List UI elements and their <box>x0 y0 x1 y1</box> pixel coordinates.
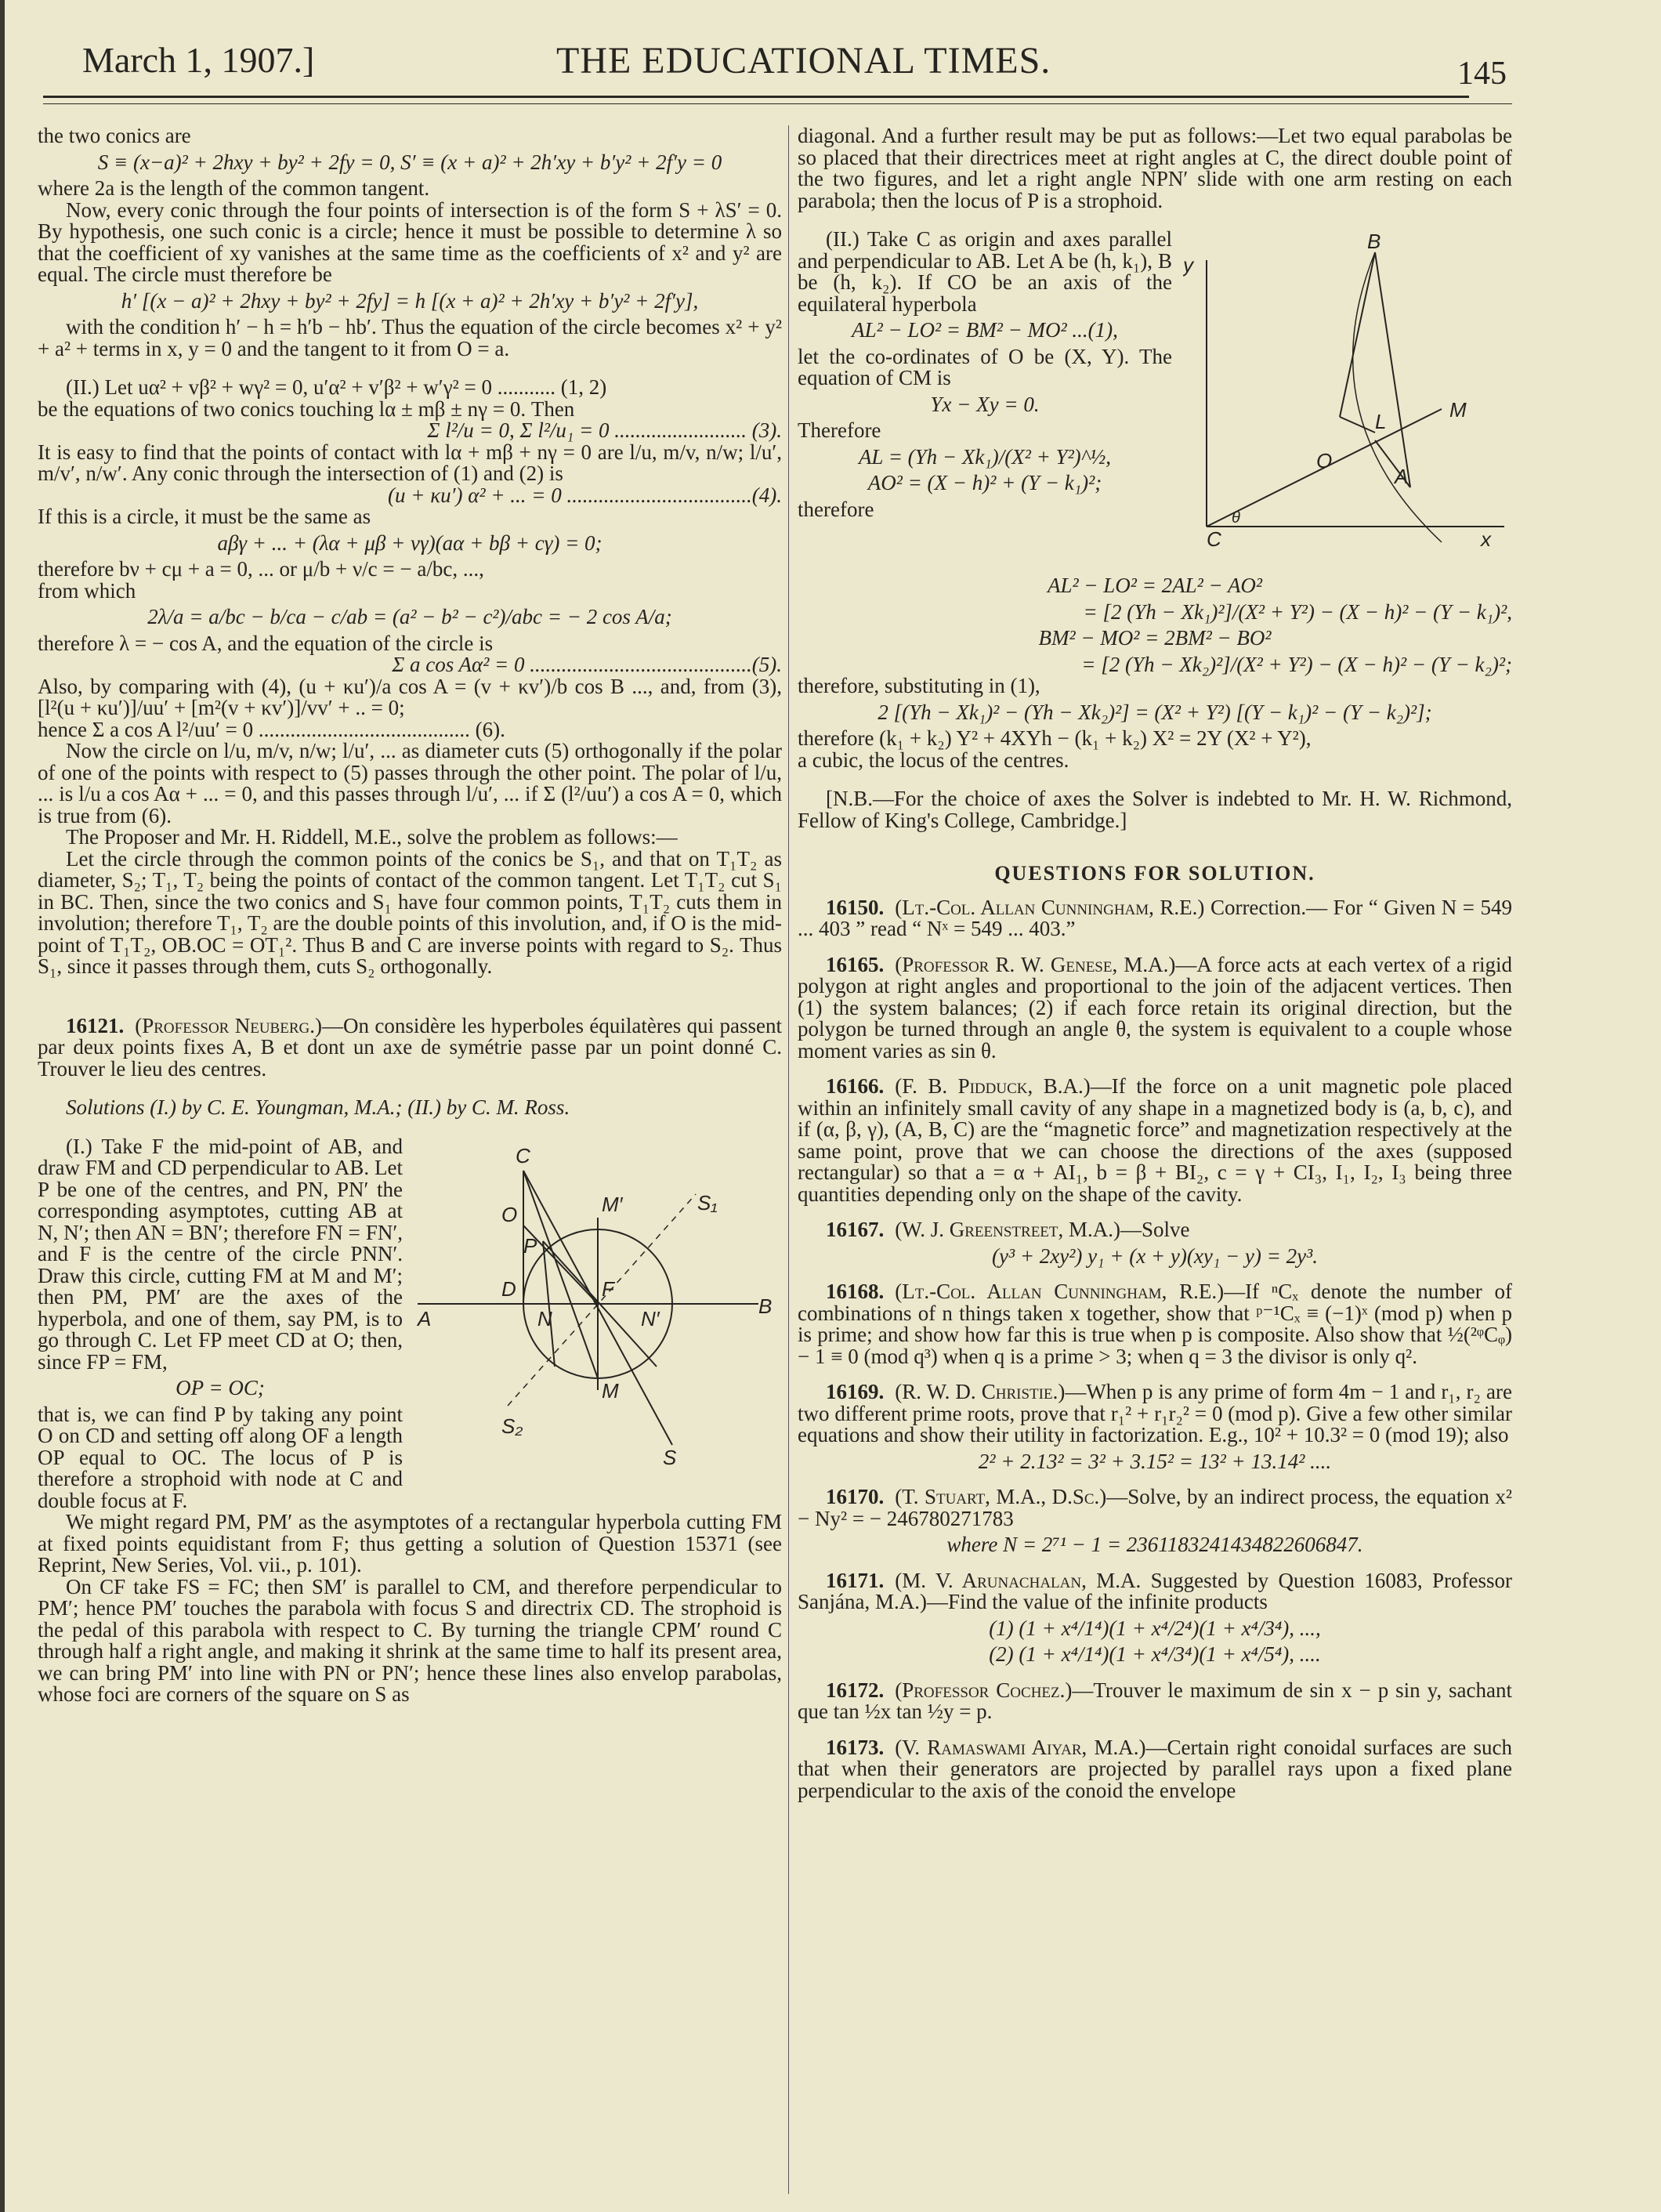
text: If this is a circle, it must be the same as <box>38 505 371 528</box>
text: therefore bν + cμ + a = 0, ... or μ/b + ν/c = − a/bc, ..., <box>38 557 484 581</box>
question-number: 16169. <box>826 1380 885 1403</box>
question-equation: 2² + 2.13² = 3² + 3.15² = 13² + 13.14² .... <box>978 1449 1332 1473</box>
label-M-prime: M′ <box>602 1192 623 1216</box>
paragraph: [N.B.—For the choice of axes the Solver is indebted to Mr. H. W. Richmond, Fellow of King's College, Cambridge.] <box>798 787 1512 832</box>
figure-strophoid-diagram <box>414 1139 782 1468</box>
equation: Σ l²/u = 0, Σ l²/u₁ = 0 ......................... (3). <box>427 418 782 442</box>
question-item <box>798 1076 1512 1205</box>
equation: AO² = (X − h)² + (Y − k₁)²; <box>867 471 1102 494</box>
question-number: 16172. <box>826 1678 885 1702</box>
label-S2: S₂ <box>501 1414 523 1438</box>
equation: Σ a cos Aα² = 0 ..........................................(5). <box>392 653 782 676</box>
paragraph: Also, by comparing with (4), (u + κu′)/a cos A = (v + κv′)/b cos B ..., and, from (3), [l²(u + κu′)]/uu′ + [m²(v + κv′)]/vv′ + .. = 0; <box>38 674 782 719</box>
label-S: S <box>663 1445 677 1468</box>
question-item <box>798 1680 1512 1723</box>
question-number: 16167. <box>826 1218 885 1241</box>
question-equation: (y³ + 2xy²) y₁ + (x + y)(xy₁ − y) = 2y³. <box>992 1244 1318 1268</box>
equation: OP = OC; <box>176 1376 265 1399</box>
text: therefore <box>798 497 874 521</box>
equation: (u + κu′) α² + ... = 0 ...................................(4). <box>387 483 782 507</box>
label-P: P <box>523 1233 537 1258</box>
label-C: C <box>1207 527 1221 551</box>
paragraph: We might regard PM, PM′ as the asymptotes of a rectangular hyperbola cutting FM at fixed points equidistant from F; thus getting a solution of Question 15371 (see Reprint, New Series, Vol. vii., p. 101). <box>38 1510 782 1577</box>
paragraph: The Proposer and Mr. H. Riddell, M.E., solve the problem as follows:— <box>66 825 678 849</box>
question-body: —Solve <box>1120 1218 1190 1241</box>
question-body: —If ⁿCₓ denote the number of combinations of n things taken x together, show that ᵖ⁻¹Cₓ ≡ (−1)ˣ (mod p) when p is prime; and show how far this is true when p is composite. Also show that ½(²ᵠCᵩ) − 1 ≡ 0 (mod q³) when q is a prime > 3; when q = 3 the divisor is only q². <box>798 1280 1512 1368</box>
paragraph: diagonal. And a further result may be put as follows:—Let two equal parabolas be so placed that their directrices meet at right angles at C, the direct double point of the two figures, and let a right angle NPN′ slide with one arm resting on each parabola; then the locus of P is a strophoid. <box>798 124 1512 212</box>
label-M: M <box>602 1378 619 1403</box>
equation: Yx − Xy = 0. <box>930 392 1040 416</box>
question-body: —On considère les hyperboles équilatères qui passent par deux points fixes A, B et dont un axe de symétrie passe par un point donné C. Trouver le lieu des centres. <box>38 1013 782 1081</box>
paragraph: On CF take FS = FC; then SM′ is parallel to CM, and therefore perpendicular to PM′; hence PM′ touches the parabola with focus S and directrix CD. The strophoid is the pedal of this parabola with respect to C. By turning the triangle CPM′ round C through half a right angle, and making it shrink at the same time to half its present area, we can bring PM′ into line with PN or PN′; hence these lines also envelop parabolas, whose foci are corners of the square on S as <box>38 1574 782 1706</box>
question-text <box>798 1076 1512 1205</box>
question-text <box>798 954 1512 1063</box>
page-spine-edge <box>0 0 5 2212</box>
paragraph: (II.) Take C as origin and axes parallel and perpendicular to AB. Let A be (h, k₁), B be (h, k₂). If CO be an axis of the equilateral hyperbola <box>798 227 1172 316</box>
text: let the co-ordinates of O be (X, Y). The equation of CM is <box>798 344 1172 389</box>
question-item <box>798 1570 1512 1666</box>
question-body: Suggested by Question 16083, Professor Sanjána, M.A.)—Find the value of the infinite products <box>798 1568 1513 1613</box>
label-y: y <box>1183 253 1193 277</box>
question-text <box>798 1381 1512 1446</box>
equation: 2λ/a = a/bc − b/ca − c/ab = (a² − b² − c²)/abc = − 2 cos A/a; <box>147 605 672 628</box>
equation: 2 [(Yh − Xk₁)² − (Yh − Xk₂)²] = (X² + Y²) [(Y − k₁)² − (Y − k₂)²]; <box>878 700 1432 724</box>
text: from which <box>38 578 136 603</box>
header-rule-thin <box>43 103 1512 104</box>
text: where 2a is the length of the common tangent. <box>38 176 430 200</box>
figure-axes-diagram <box>1183 229 1512 566</box>
paragraph: (I.) Take F the mid-point of AB, and draw FM and CD perpendicular to AB. Let P be one of the centres, and PN, PN′ the corresponding asymptotes, cutting AB at N, N′; then AN = BN′; therefore FN = FN′, and F is the centre of the circle PNN′. Draw this circle, cutting FM at M and M′; then PM, PM′ are the axes of the hyperbola, and one of them, say PM, is to go through C. Let FP meet CD at O; then, since FP = FM, <box>38 1134 403 1374</box>
question-body: Correction.— For “ Given N = 549 ... 403 ” read “ Nˣ = 549 ... 403.” <box>798 895 1512 940</box>
equation: BM² − MO² = 2BM² − BO² <box>1038 626 1272 650</box>
question-body: —A force acts at each vertex of a rigid polygon at right angles and proportional to the join of the adjacent vertices. Then (1) the system balances; (2) if each force retain its original direction, but the polygon be turned through an angle θ, the system is equivalent to a couple whose moment varies as sin θ. <box>798 952 1512 1063</box>
question-number: 16173. <box>826 1735 885 1759</box>
equation: AL² − LO² = 2AL² − AO² <box>1047 574 1263 597</box>
section-heading: QUESTIONS FOR SOLUTION. <box>994 862 1315 885</box>
label-D: D <box>501 1276 516 1301</box>
label-C: C <box>516 1143 530 1168</box>
question-item <box>798 1219 1512 1267</box>
question-author: (Professor Neuberg.) <box>135 1013 322 1037</box>
equation: aβγ + ... + (λα + μβ + νγ)(aα + bβ + cγ) = 0; <box>217 530 603 555</box>
question-item <box>798 1737 1512 1802</box>
question-number: 16168. <box>826 1280 885 1303</box>
question-item <box>798 1281 1512 1367</box>
question-author: (R. W. D. Christie.) <box>895 1380 1066 1403</box>
label-F: F <box>602 1276 614 1301</box>
question-number: 16170. <box>826 1485 885 1508</box>
question-body: —Solve, by an indirect process, the equation x² − Ny² = − 246780271783 <box>798 1485 1512 1530</box>
text: be the equations of two conics touching lα ± mβ ± nγ = 0. Then <box>38 396 575 421</box>
paragraph: Let the circle through the common points of the conics be S₁, and that on T₁T₂ as diameter, S₂; T₁, T₂ being the points of contact of the common tangent. Let T₁T₂ cut S₁ in BC. Then, since the two conics and S₁ have four common points, T₁T₂ cuts them in involution; therefore T₁, T₂ are the double points of this involution, and, if O is the mid-point of T₁T₂, OB.OC = OT₁². Thus B and C are inverse points with regard to S₂. Thus S₁, since it passes through them, cuts S₂ orthogonally. <box>38 846 782 978</box>
label-x: x <box>1481 527 1491 551</box>
paragraph: (II.) Let uα² + vβ² + wγ² = 0, u′α² + v′β² + w′γ² = 0 ........... (1, 2) <box>66 375 607 399</box>
question-text <box>798 1219 1512 1241</box>
question-item <box>798 1381 1512 1472</box>
strophoid-figure <box>414 1139 782 1468</box>
question-author: (T. Stuart, M.A., D.Sc.) <box>895 1485 1107 1508</box>
text: hence Σ a cos A l²/uu′ = 0 ........................................ (6). <box>38 717 505 741</box>
label-L: L <box>1375 410 1387 433</box>
question-author: (Lt.-Col. Allan Cunningham, R.E.) <box>895 895 1205 919</box>
issue-date: March 1, 1907.] <box>82 40 315 80</box>
label-O: O <box>1316 449 1333 472</box>
text: the two conics are <box>38 124 191 147</box>
equation: = [2 (Yh − Xk₁)²]/(X² + Y²) − (X − h)² − (Y − k₁)², <box>1083 599 1512 624</box>
text: therefore λ = − cos A, and the equation of the circle is <box>38 631 494 655</box>
paragraph: Now the circle on l/u, m/v, n/w; l/u′, ... as diameter cuts (5) orthogonally if the polar of one of the points with respect to (5) passes through the other point. The polar of l/u, ... is l/u a cos Aα + ... = 0, and this passes through l/u′, ... if Σ (l²/uu′) a cos A = 0, which is true from (6). <box>38 739 782 827</box>
left-column <box>38 125 782 1706</box>
equation: = [2 (Yh − Xk₂)²]/(X² + Y²) − (X − h)² − (Y − k₂)²; <box>1081 652 1512 676</box>
journal-title: THE EDUCATIONAL TIMES. <box>556 40 1051 81</box>
question-body: —Certain right conoidal surfaces are such that when their generators are projected by parallel rays upon a fixed plane perpendicular to the axis of the conoid the envelope <box>798 1735 1512 1802</box>
question-text <box>798 1281 1512 1367</box>
header-rule <box>43 96 1469 98</box>
column-divider <box>788 125 789 2194</box>
label-B: B <box>758 1294 773 1318</box>
paragraph: that is, we can find P by taking any point O on CD and setting off along OF a length OP equal to OC. The locus of P is therefore a strophoid with node at C and double focus at F. <box>38 1402 403 1512</box>
question-16121 <box>38 1015 782 1081</box>
equation: AL² − LO² = BM² − MO² ...(1), <box>852 318 1118 342</box>
question-author: (W. J. Greenstreet, M.A.) <box>895 1218 1121 1241</box>
paragraph: with the condition h′ − h = h′b − hb′. Thus the equation of the circle becomes x² + y² + a² + terms in x, y = 0 and the tangent to it from O = a. <box>38 315 782 360</box>
right-column <box>798 125 1512 1816</box>
text: a cubic, the locus of the centres. <box>798 748 1069 772</box>
label-A: A <box>1395 465 1409 488</box>
text: Therefore <box>798 418 881 442</box>
question-equation: (2) (1 + x⁴/1⁴)(1 + x⁴/3⁴)(1 + x⁴/5⁴), .... <box>989 1642 1321 1666</box>
label-A: A <box>418 1306 432 1330</box>
question-text <box>798 1680 1512 1723</box>
question-number: 16166. <box>826 1074 885 1098</box>
question-text <box>798 1737 1512 1802</box>
question-body: —Trouver le maximum de sin x − p sin y, sachant que tan ½x tan ½y = p. <box>798 1678 1512 1723</box>
question-item <box>798 1486 1512 1556</box>
question-item <box>798 954 1512 1063</box>
question-number: 16150. <box>826 895 885 919</box>
equation: h′ [(x − a)² + 2hxy + by² + 2fy] = h [(x + a)² + 2h′xy + b′y² + 2f′y], <box>121 288 699 313</box>
running-header <box>43 24 1512 110</box>
question-text <box>798 897 1512 940</box>
question-equation: where N = 2⁷¹ − 1 = 2361183241434822606847. <box>946 1533 1363 1556</box>
question-author: (V. Ramaswami Aiyar, M.A.) <box>895 1735 1146 1759</box>
question-number: 16121. <box>66 1013 125 1037</box>
label-N: N <box>537 1306 552 1330</box>
question-author: (F. B. Pidduck, B.A.) <box>895 1074 1091 1098</box>
questions-list <box>798 897 1512 1802</box>
text: therefore, substituting in (1), <box>798 674 1040 697</box>
question-number: 16165. <box>826 952 885 976</box>
label-S1: S₁ <box>697 1190 718 1215</box>
paragraph: It is easy to find that the points of contact with lα + mβ + nγ = 0 are l/u, m/v, n/w; l/u′, m/v′, n/w′. Any conic through the intersection of (1) and (2) is <box>38 440 782 485</box>
text: therefore (k₁ + k₂) Y² + 4XYh − (k₁ + k₂) X² = 2Y (X² + Y²), <box>798 726 1312 750</box>
equation: AL = (Yh − Xk₁)/(X² + Y²)^½, <box>858 444 1112 469</box>
label-M: M <box>1449 398 1467 422</box>
question-equation: (1) (1 + x⁴/1⁴)(1 + x⁴/2⁴)(1 + x⁴/3⁴), ..., <box>989 1616 1321 1640</box>
question-item <box>798 897 1512 940</box>
question-text <box>798 1570 1512 1613</box>
question-body: —If the force on a unit magnetic pole placed within an infinitely small cavity of any shape in a magnetized body is (a, b, c), and if (α, β, γ), (A, B, C) are the “magnetic force” and magnetization respectively at the same point, prove that we can choose the directions of the axes (supposed rectangular) so that a = α + AI₁, b = β + BI₂, c = γ + CI₃, I₁, I₂, I₃ being three quantities depending only on the shape of the cavity. <box>798 1074 1512 1206</box>
label-O: O <box>501 1202 518 1226</box>
question-author: (Lt.-Col. Allan Cunningham, R.E.) <box>895 1280 1225 1303</box>
question-number: 16171. <box>826 1568 885 1592</box>
question-author: (M. V. Arunachalan, M.A. <box>895 1568 1142 1592</box>
hyperbola-axes-figure <box>1183 229 1512 566</box>
label-theta: θ <box>1232 509 1240 527</box>
question-author: (Professor Cochez.) <box>895 1678 1073 1702</box>
solutions-byline: Solutions (I.) by C. E. Youngman, M.A.; (II.) by C. M. Ross. <box>66 1095 570 1119</box>
paragraph: Now, every conic through the four points of intersection is of the form S + λS′ = 0. By hypothesis, one such conic is a circle; hence it must be possible to determine λ so that the coefficient of xy vanishes at the same time as the coefficients of x² and y² are equal. The circle must therefore be <box>38 197 782 286</box>
equation: S ≡ (x−a)² + 2hxy + by² + 2fy = 0, S′ ≡ (x + a)² + 2h′xy + b′y² + 2f′y = 0 <box>97 150 722 174</box>
question-author: (Professor R. W. Genese, M.A.) <box>895 952 1176 976</box>
question-text <box>798 1486 1512 1530</box>
question-body: —When p is any prime of form 4m − 1 and r₁, r₂ are two different prime roots, prove that r₁² + r₁r₂² = 0 (mod p). Give a few other similar equations and show their utility in factorization. E.g., 10² + 10.3² = 0 (mod 19); also <box>798 1380 1512 1446</box>
label-N-prime: N′ <box>641 1306 660 1330</box>
page-number: 145 <box>1457 56 1507 92</box>
label-B: B <box>1367 230 1381 253</box>
